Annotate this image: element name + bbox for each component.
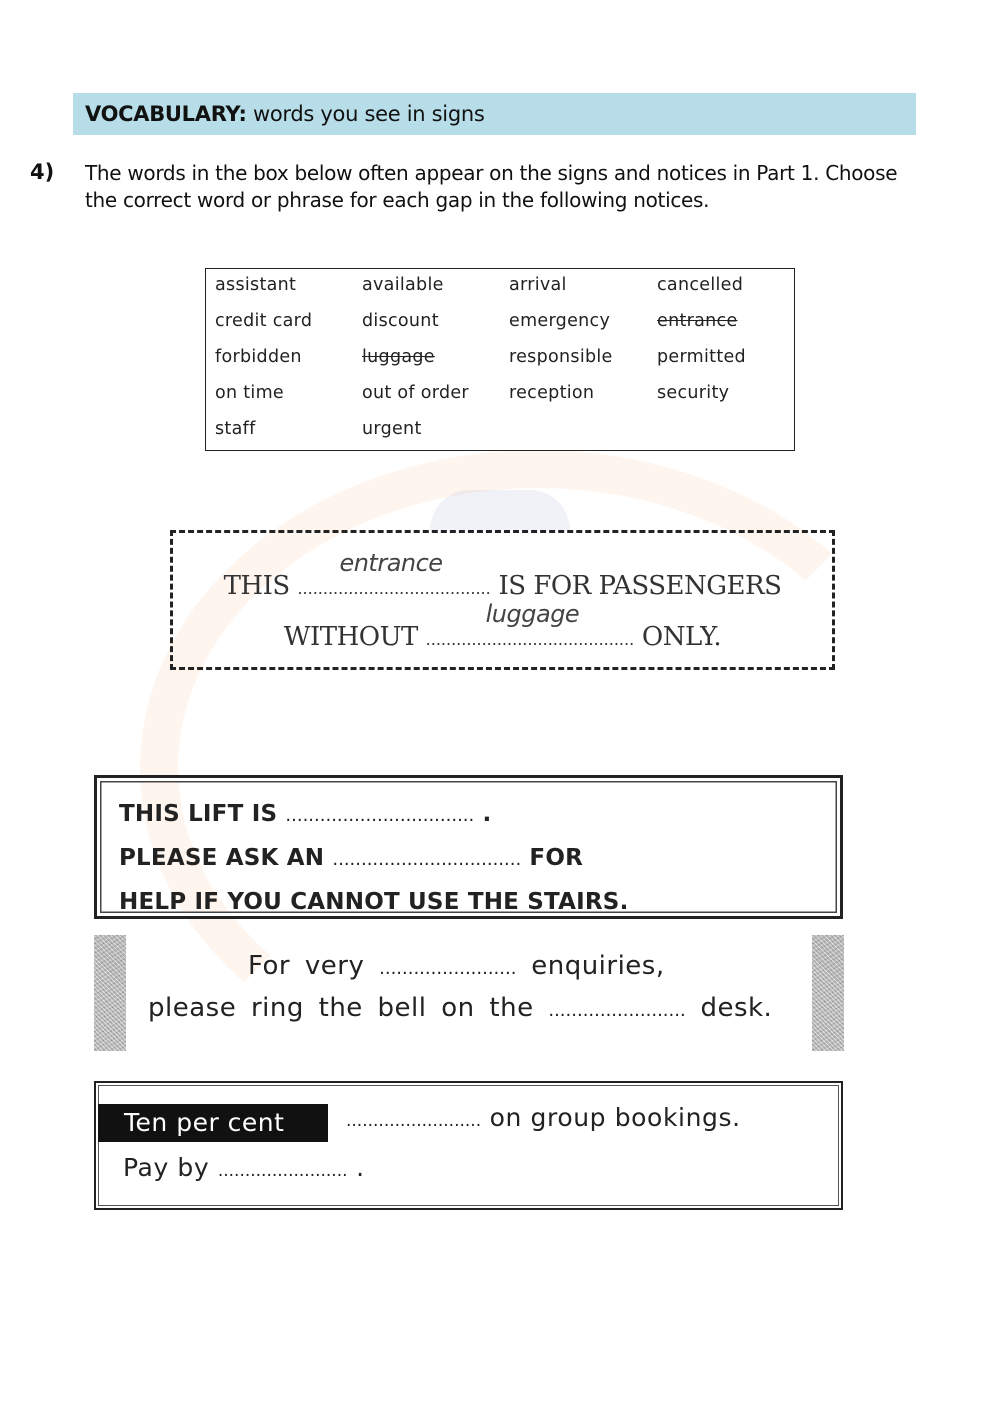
notice1-text: ONLY. (634, 622, 722, 652)
notice2-line3: HELP IF YOU CANNOT USE THE STAIRS. (119, 889, 629, 915)
section-header (73, 93, 916, 135)
notice3-text: desk. (685, 993, 773, 1023)
vocab-word: emergency (509, 311, 611, 331)
vocab-word: assistant (215, 275, 297, 295)
grain-border-right (812, 935, 844, 1051)
gap-dots: ......................................... (425, 630, 635, 649)
notice3-gap2[interactable]: ........................ (548, 1000, 686, 1021)
word-box (205, 268, 795, 451)
handwritten-answer: entrance (339, 549, 443, 577)
notice3-gap1[interactable]: ........................ (379, 958, 517, 979)
notice4-gap1[interactable]: ......................... (346, 1111, 482, 1131)
section-header-title: words you see in signs (246, 102, 485, 126)
notice2-text: . (474, 801, 492, 827)
vocab-word: arrival (509, 275, 567, 295)
notice2-gap1[interactable]: ................................. (285, 805, 475, 826)
vocab-word: responsible (509, 347, 613, 367)
notice2-text: FOR (521, 845, 583, 871)
vocab-word: cancelled (657, 275, 744, 295)
notice4-gap2[interactable]: ........................ (217, 1161, 348, 1181)
notice1-gap1[interactable] (297, 549, 491, 601)
notice2-line1 (119, 792, 840, 836)
notice-lift (94, 775, 843, 919)
word-grid (215, 271, 794, 451)
notice-group-bookings (94, 1081, 843, 1210)
handwritten-answer: luggage (485, 600, 580, 628)
notice4-text: . (347, 1153, 365, 1182)
background-watermark-dome (430, 490, 570, 530)
vocab-word: out of order (362, 383, 469, 403)
vocab-word: luggage (362, 347, 435, 367)
notice1-line2 (173, 600, 832, 652)
notice2-text: PLEASE ASK AN (119, 845, 333, 871)
notice4-line1 (346, 1103, 741, 1132)
vocab-word: forbidden (215, 347, 302, 367)
gap-dots: ...................................... (297, 579, 491, 598)
vocab-word: reception (509, 383, 595, 403)
notice4-text: Pay by (123, 1153, 218, 1182)
notice4-text: on group bookings. (481, 1103, 741, 1132)
notice2-text: THIS LIFT IS (119, 801, 286, 827)
notice3-line1 (248, 951, 665, 981)
question-instructions: The words in the box below often appear on the signs and notices in Part 1. Choose the correct word or phrase for each gap in the following notices. (85, 161, 898, 212)
notice2-line2 (119, 836, 840, 880)
vocab-word: available (362, 275, 444, 295)
notice3-text: enquiries, (516, 951, 665, 981)
section-header-label: VOCABULARY: (85, 102, 247, 126)
vocab-word: discount (362, 311, 439, 331)
question-number: 4) (30, 160, 55, 184)
vocab-word: staff (215, 419, 256, 439)
notice1-line1 (173, 549, 832, 601)
ten-per-cent-badge: Ten per cent (98, 1104, 328, 1142)
notice1-text: WITHOUT (283, 622, 426, 652)
notice-reception-bell (94, 935, 844, 1051)
notice3-line2 (148, 993, 772, 1023)
vocab-word: on time (215, 383, 284, 403)
notice-entrance-luggage (170, 530, 835, 670)
vocab-word: urgent (362, 419, 422, 439)
notice2-gap2[interactable]: ................................. (332, 849, 522, 870)
vocab-word: entrance (657, 311, 738, 331)
notice3-text: For very (248, 951, 380, 981)
vocab-word: security (657, 383, 730, 403)
notice1-text: THIS (223, 571, 298, 601)
notice1-gap2[interactable] (425, 600, 635, 652)
notice1-text: IS FOR PASSENGERS (490, 571, 782, 601)
grain-border-left (94, 935, 126, 1051)
vocab-word: credit card (215, 311, 313, 331)
notice3-text: please ring the bell on the (148, 993, 549, 1023)
notice4-line2 (123, 1153, 365, 1182)
vocab-word: permitted (657, 347, 746, 367)
